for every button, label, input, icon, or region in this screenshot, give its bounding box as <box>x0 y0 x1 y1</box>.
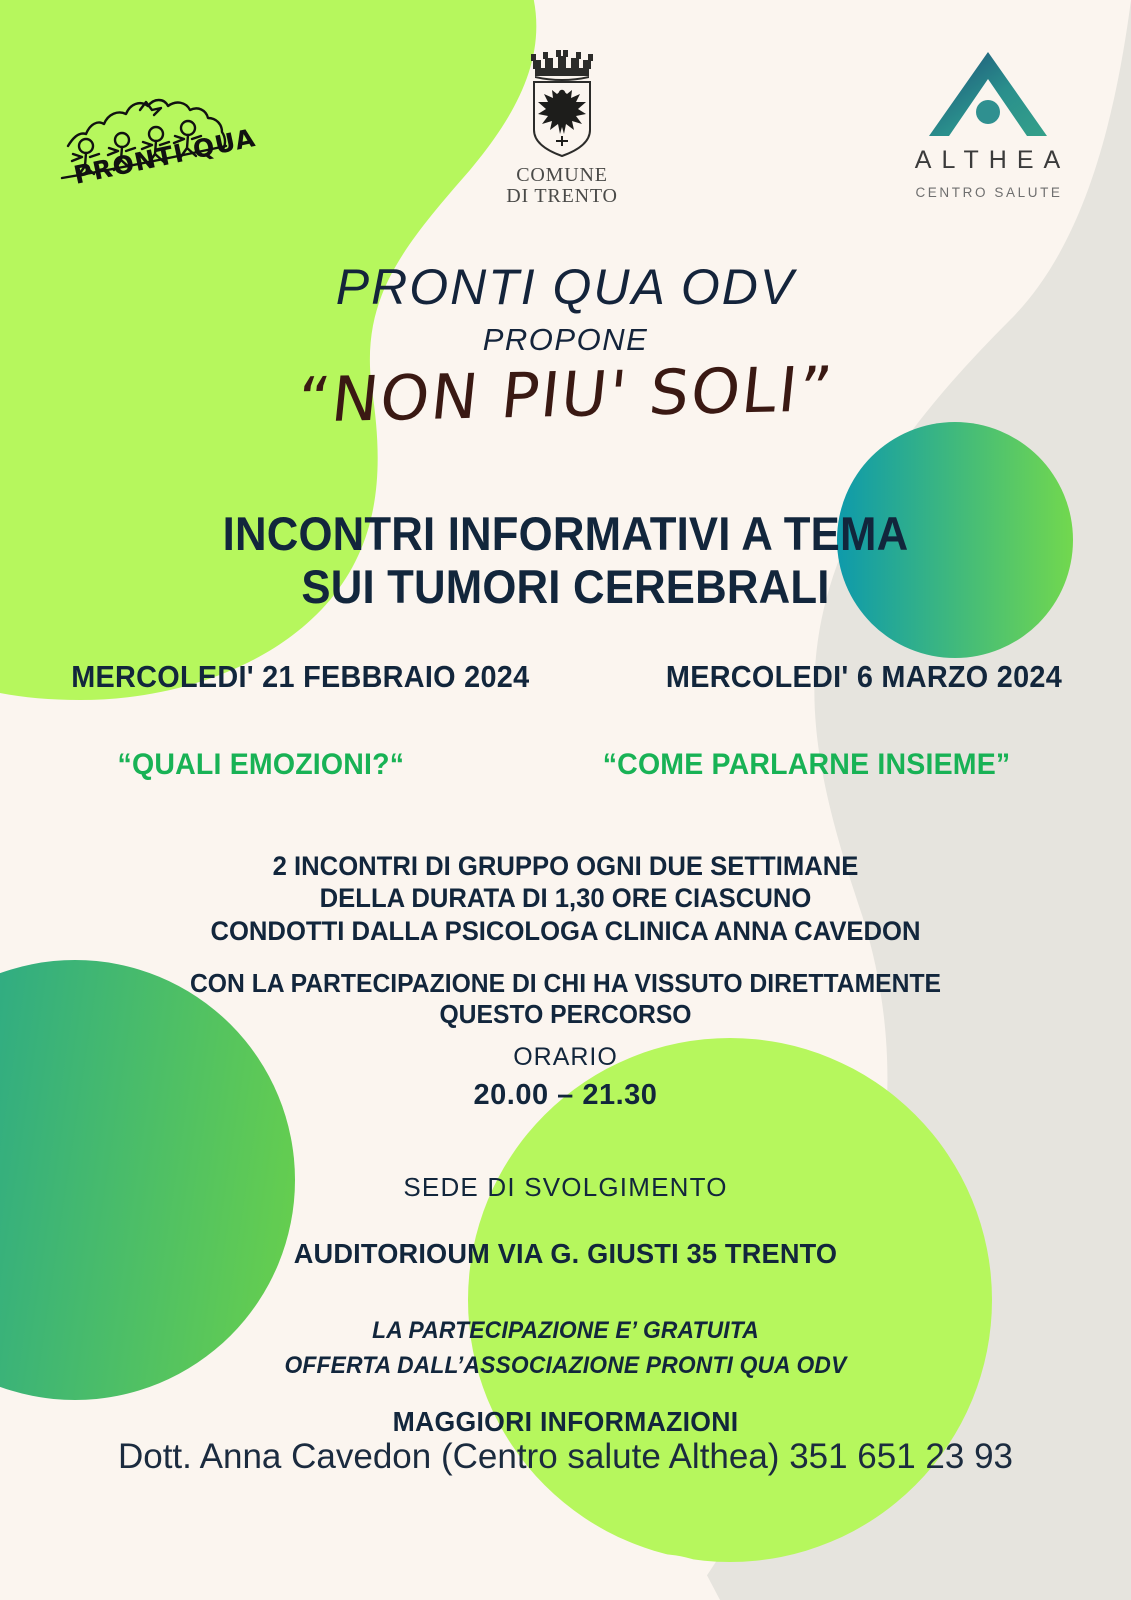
althea-wordmark: ALTHEA <box>914 146 1071 174</box>
propone-label: PROPONE <box>482 322 649 357</box>
event-dates-row <box>0 659 1131 695</box>
comune-line1: COMUNE <box>516 164 608 186</box>
pronti-qua-logo <box>40 62 260 197</box>
campaign-title: “NON PIU' SOLI” <box>293 352 837 437</box>
svg-text:PRONTI QUA: PRONTI QUA <box>71 123 259 190</box>
headline-line-2: SUI TUMORI CEREBRALI <box>301 559 830 613</box>
event-date-1: MERCOLEDI' 21 FEBBRAIO 2024 <box>71 659 530 694</box>
organization-title: PRONTI QUA ODV <box>335 259 796 315</box>
participation-block <box>28 968 1102 1030</box>
page-headline <box>40 508 1092 613</box>
event-date-2: MERCOLEDI' 6 MARZO 2024 <box>665 659 1063 694</box>
details-line-1: 2 INCONTRI DI GRUPPO OGNI DUE SETTIMANE <box>272 851 859 881</box>
free-line-2: OFFERTA DALL’ASSOCIAZIONE PRONTI QUA ODV <box>284 1352 847 1379</box>
schedule-value: 20.00 – 21.30 <box>473 1079 658 1111</box>
althea-logo <box>880 48 1095 213</box>
venue-label: SEDE DI SVOLGIMENTO <box>403 1172 728 1202</box>
event-theme-1: “QUALI EMOZIONI?“ <box>117 748 405 781</box>
event-themes-row <box>0 748 1131 782</box>
details-line-2: DELLA DURATA DI 1,30 ORE CIASCUNO <box>319 883 812 914</box>
comune-label <box>506 165 617 207</box>
contact-heading: MAGGIORI INFORMAZIONI <box>392 1406 739 1437</box>
logo-row <box>0 0 1131 225</box>
details-line-3: CONDOTTI DALLA PSICOLOGA CLINICA ANNA CAVEDON <box>210 915 921 946</box>
event-theme-2: “COME PARLARNE INSIEME” <box>602 748 1011 781</box>
details-block <box>28 850 1102 947</box>
headline-line-1: INCONTRI INFORMATIVI A TEMA <box>222 507 909 560</box>
comune-di-trento-crest <box>497 48 627 208</box>
contact-line: Dott. Anna Cavedon (Centro salute Althea) 351 651 23 93 <box>117 1437 1014 1476</box>
althea-tagline: CENTRO SALUTE <box>915 185 1063 200</box>
schedule-label: ORARIO <box>513 1043 618 1071</box>
venue-value: AUDITORIOUM VIA G. GIUSTI 35 TRENTO <box>293 1238 838 1269</box>
free-line-1: LA PARTECIPAZIONE E’ GRATUITA <box>372 1317 759 1344</box>
participation-line-2: QUESTO PERCORSO <box>439 999 692 1030</box>
comune-line2: DI TRENTO <box>506 185 618 207</box>
participation-line-1: CON LA PARTECIPAZIONE DI CHI HA VISSUTO DIRETTAMENTE <box>189 968 942 998</box>
